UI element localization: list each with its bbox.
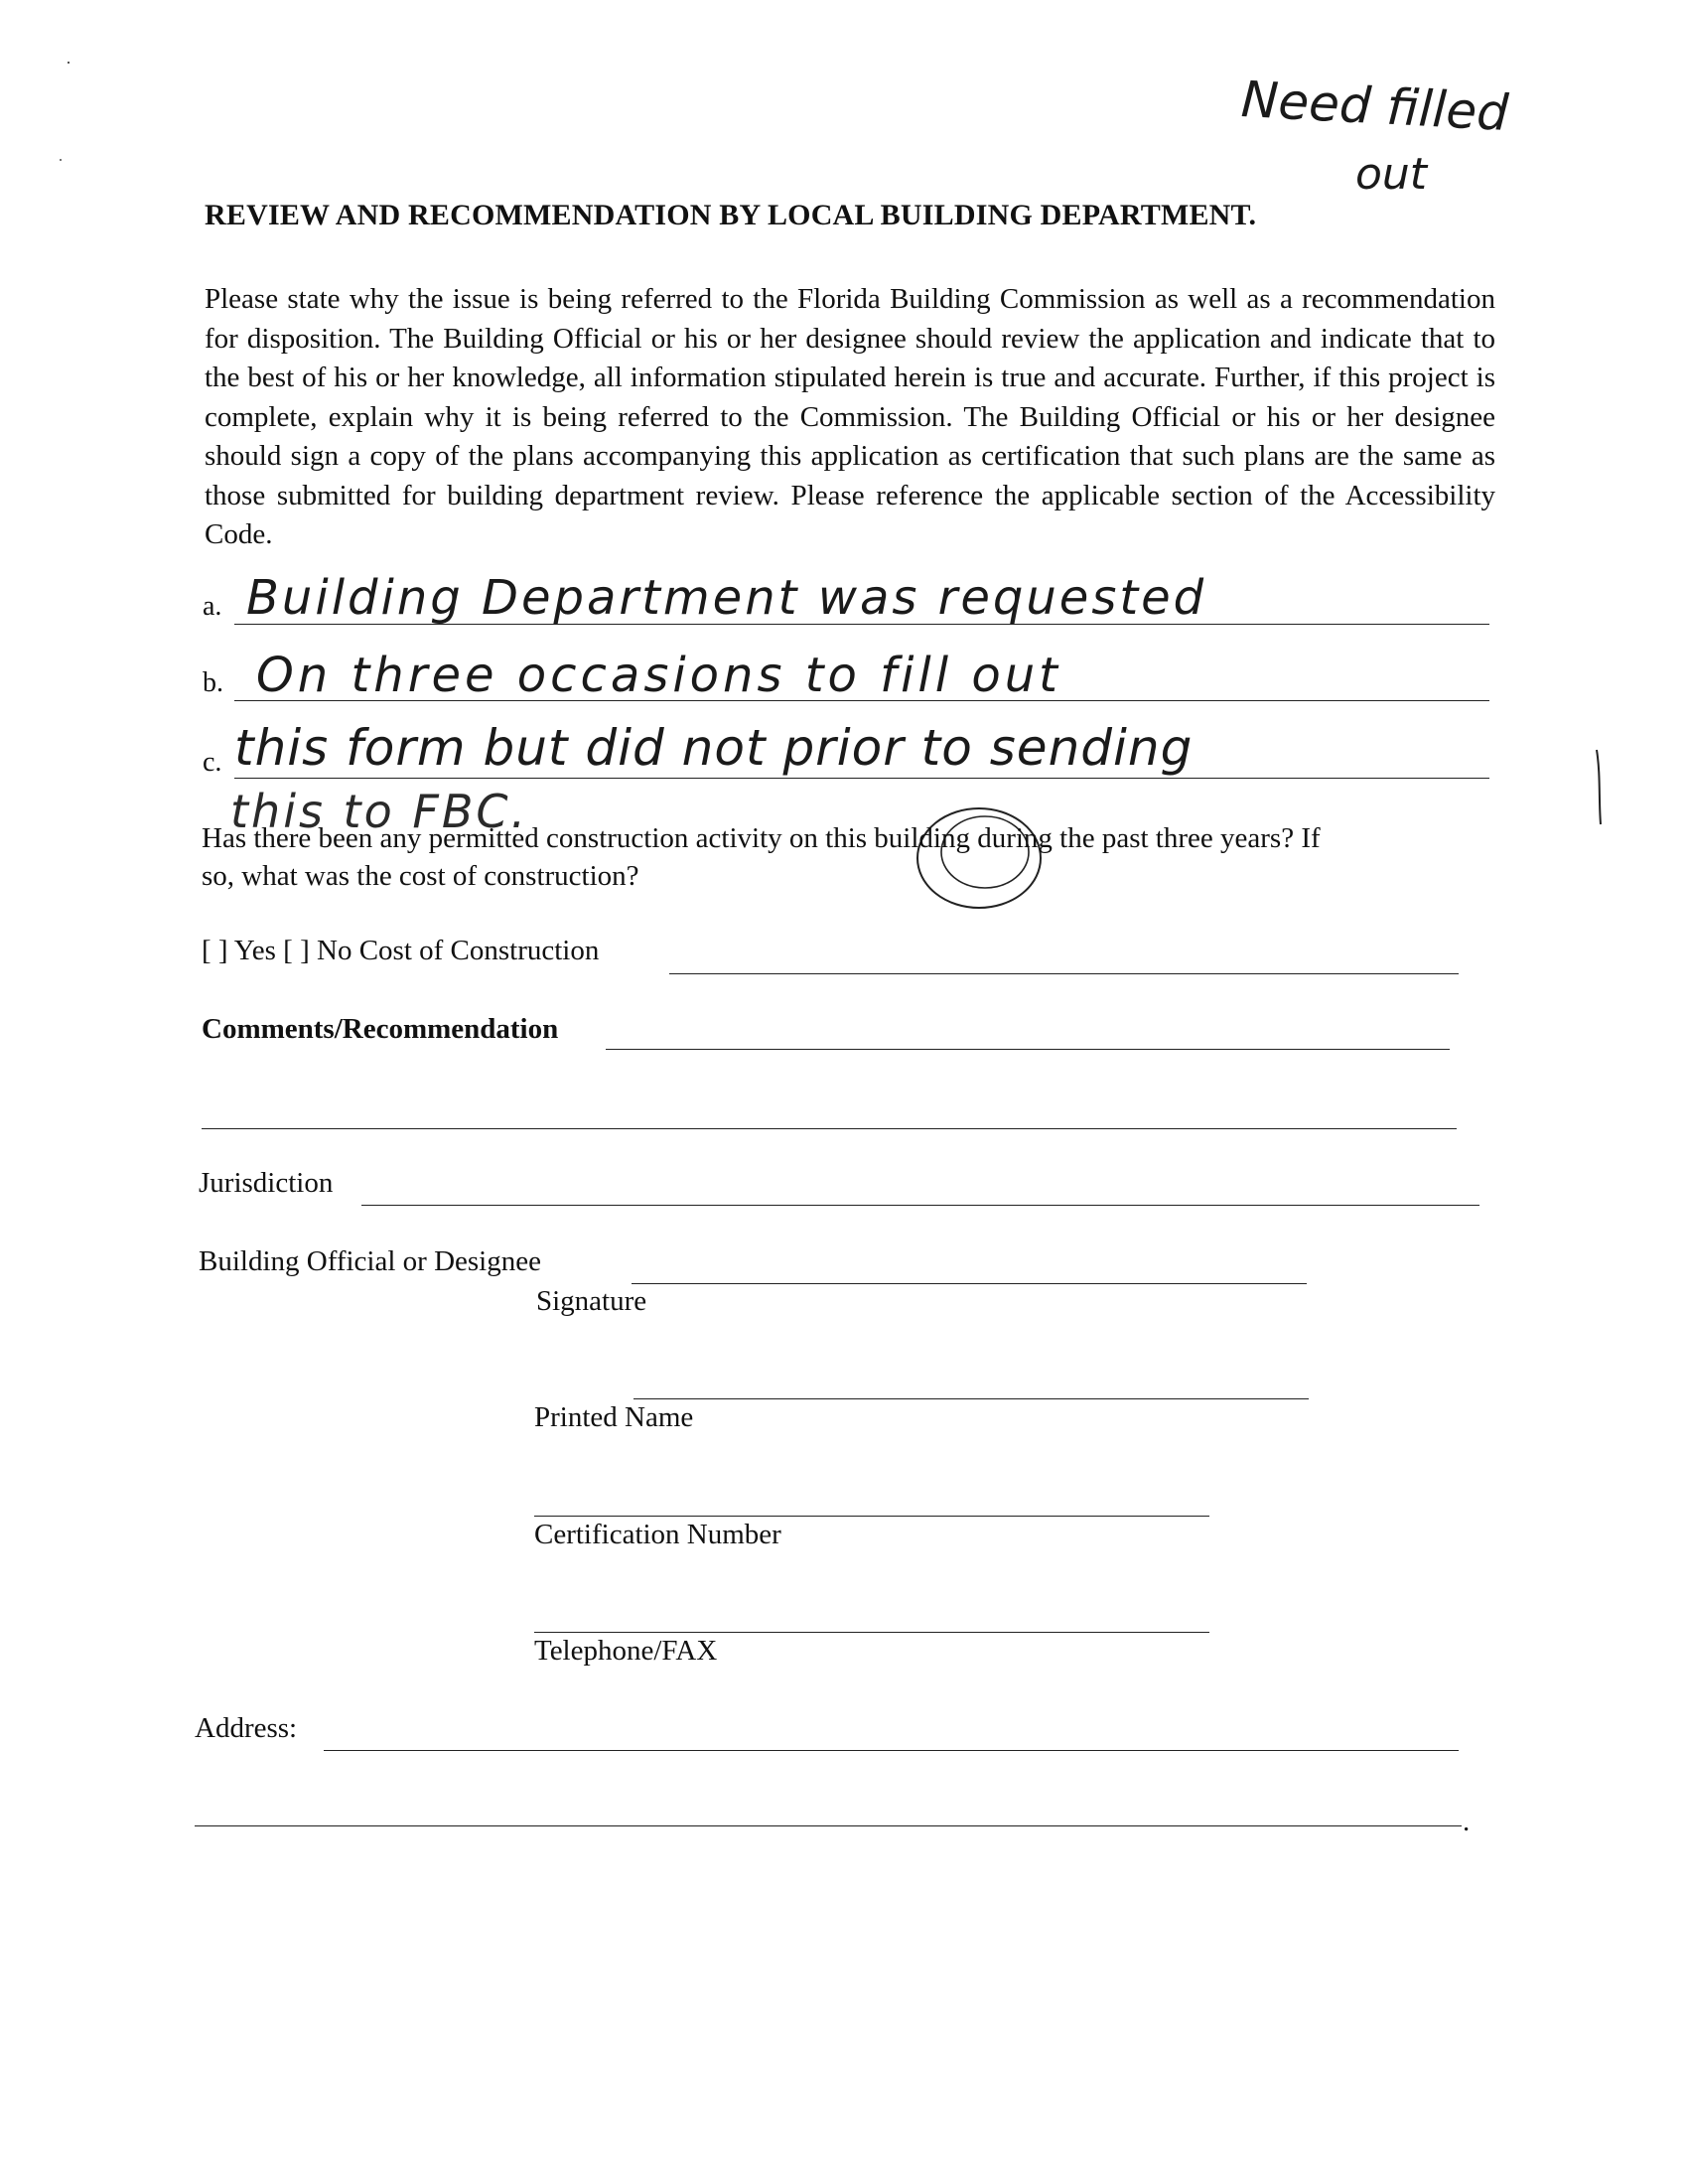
address-line-2[interactable] [195, 1825, 1462, 1826]
question-line-2: so, what was the cost of construction? [202, 860, 639, 892]
jurisdiction-line[interactable] [361, 1205, 1479, 1206]
line-b-letter: b. [203, 667, 223, 698]
instructions-paragraph: Please state why the issue is being referred to the Florida Building Commission as well as a recommendation for disposition. The Building Official or his or her designee should review the application and indicate that to the best of his or her knowledge, all information stipulated herein is true and accurate. Further, if this project is complete, explain why it is being referred to the Commission. The Building Official or his or her designee should sign a copy of the plans accompanying this application as certification that such plans are the same as those submitted for building department review. Please reference the applicable section of the Accessibility Code. [205, 283, 1495, 550]
line-b-handwriting[interactable]: On three occasions to fill out [256, 648, 1061, 703]
handwritten-note-line1: Need filled [1239, 70, 1510, 143]
signature-line[interactable] [632, 1283, 1307, 1284]
telephone-line[interactable] [534, 1632, 1209, 1633]
handwriting-continuation: this to FBC. [230, 785, 529, 838]
address-line-1[interactable] [324, 1750, 1459, 1751]
printed-name-line[interactable] [633, 1398, 1309, 1399]
certification-label: Certification Number [534, 1519, 781, 1550]
comments-label: Comments/Recommendation [202, 1013, 559, 1045]
scan-speck [68, 62, 70, 64]
line-a-handwriting[interactable]: Building Department was requested [246, 570, 1207, 626]
jurisdiction-label: Jurisdiction [199, 1167, 334, 1199]
line-a-letter: a. [203, 591, 222, 622]
question-line-1: Has there been any permitted construction activity on this building during the past three years? If [202, 822, 1321, 854]
yes-no-cost-label[interactable]: [ ] Yes [ ] No Cost of Construction [202, 935, 600, 966]
address-label: Address: [195, 1712, 298, 1744]
address-end-mark: . [1463, 1806, 1471, 1837]
comments-line-1[interactable] [606, 1049, 1450, 1050]
handwritten-note-line2: out [1355, 149, 1428, 200]
scan-speck [60, 159, 62, 161]
signature-label: Signature [536, 1285, 647, 1317]
telephone-label: Telephone/FAX [534, 1635, 718, 1667]
official-label: Building Official or Designee [199, 1245, 541, 1277]
line-c-letter: c. [203, 747, 222, 778]
cost-of-construction-line[interactable] [669, 973, 1459, 974]
comments-line-2[interactable] [202, 1128, 1457, 1129]
line-c-handwriting[interactable]: this form but did not prior to sending [234, 719, 1194, 777]
printed-name-label: Printed Name [534, 1401, 694, 1433]
form-title: REVIEW AND RECOMMENDATION BY LOCAL BUILDING DEPARTMENT. [205, 199, 1257, 231]
certification-line[interactable] [534, 1516, 1209, 1517]
